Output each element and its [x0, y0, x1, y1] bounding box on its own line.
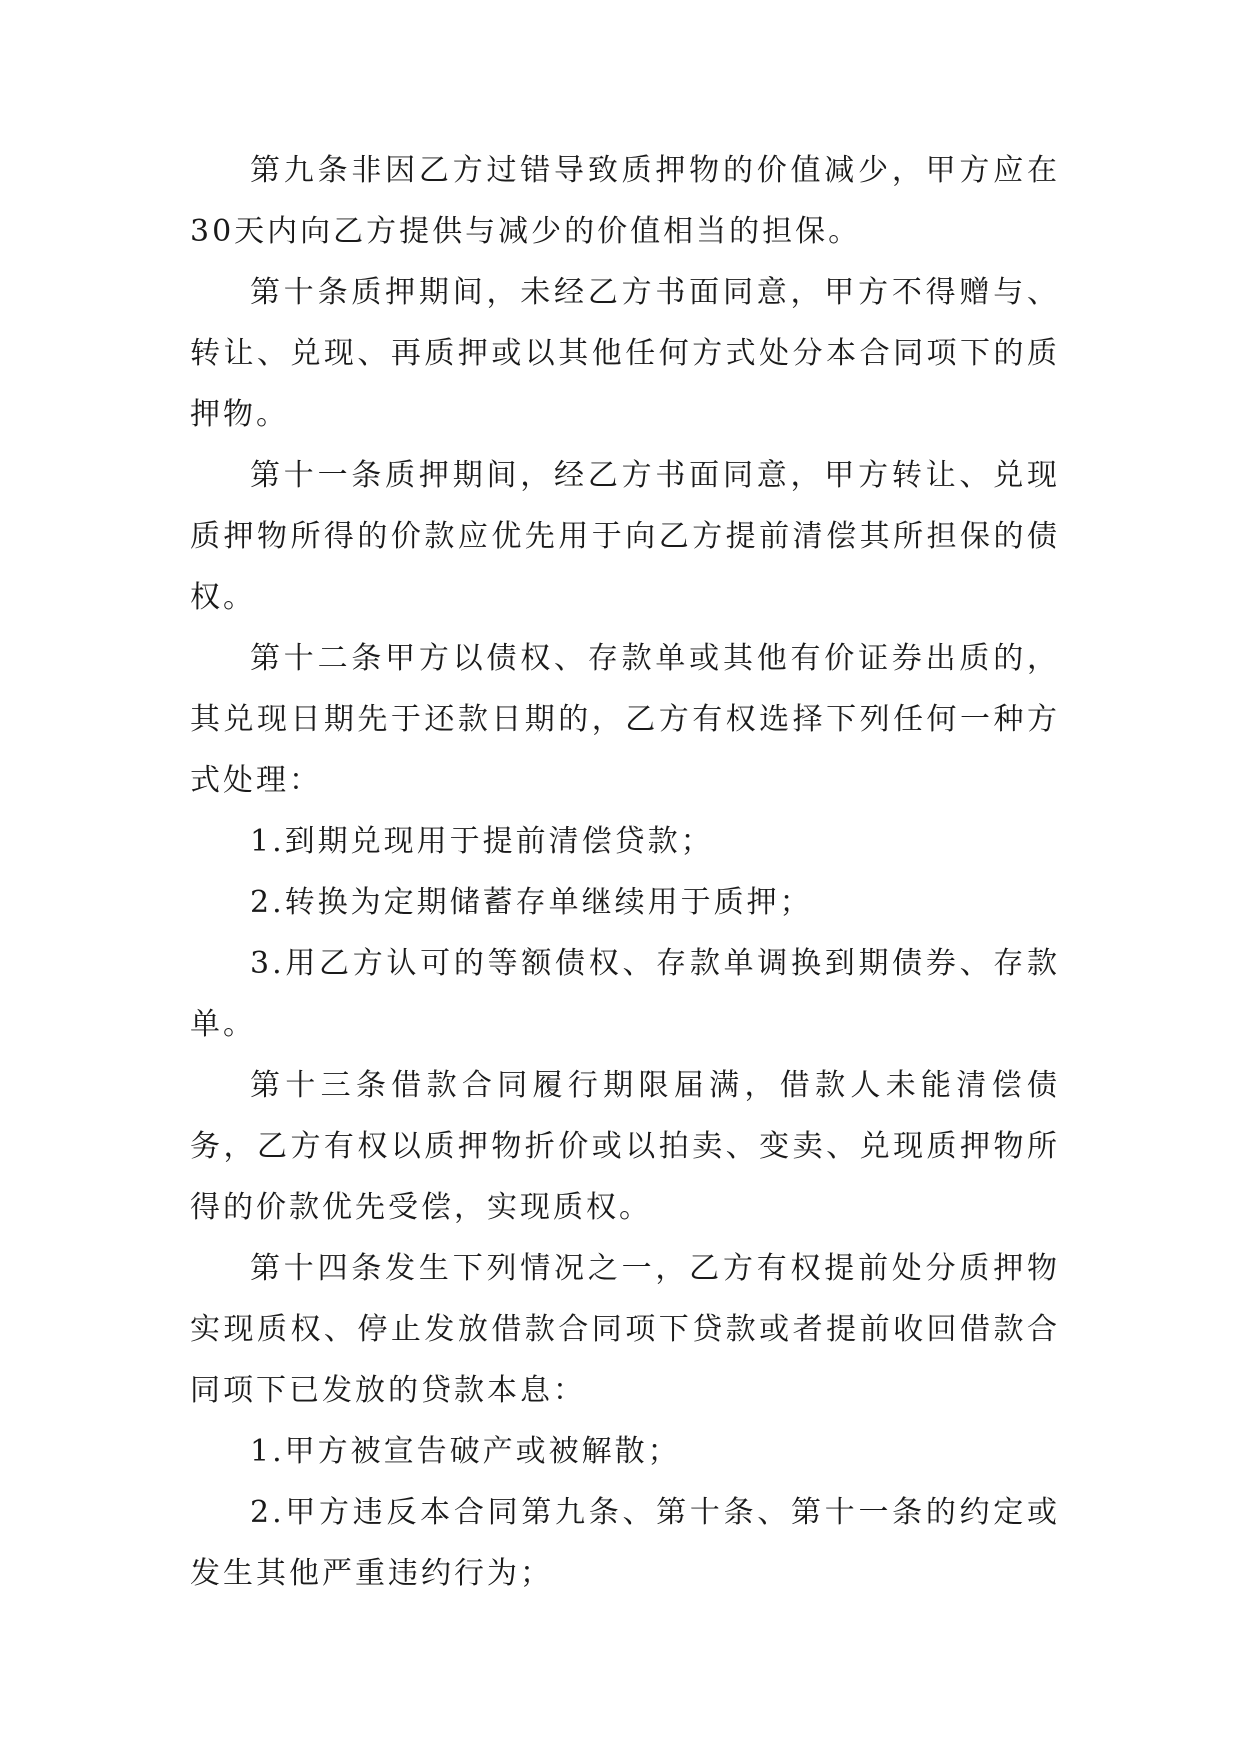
article-10-paragraph: 第十条质押期间，未经乙方书面同意，甲方不得赠与、转让、兑现、再质押或以其他任何方式处分本合同项下的质押物。: [190, 275, 1060, 432]
article-11-paragraph: 第十一条质押期间，经乙方书面同意，甲方转让、兑现质押物所得的价款应优先用于向乙方提前清偿其所担保的债权。: [190, 458, 1060, 615]
document-body: [190, 140, 1060, 1604]
article-13-paragraph: 第十三条借款合同履行期限届满，借款人未能清偿债务，乙方有权以质押物折价或以拍卖、变卖、兑现质押物所得的价款优先受偿，实现质权。: [190, 1068, 1060, 1225]
article-14-item-1: 1.甲方被宣告破产或被解散；: [250, 1434, 681, 1469]
article-12-paragraph: 第十二条甲方以债权、存款单或其他有价证券出质的，其兑现日期先于还款日期的，乙方有权选择下列任何一种方式处理：: [190, 641, 1060, 798]
article-12-item-2: 2.转换为定期储蓄存单继续用于质押；: [250, 885, 813, 920]
article-14-paragraph: 第十四条发生下列情况之一，乙方有权提前处分质押物实现质权、停止发放借款合同项下贷款或者提前收回借款合同项下已发放的贷款本息：: [190, 1251, 1060, 1408]
article-12-item-3: 3.用乙方认可的等额债权、存款单调换到期债券、存款单。: [190, 946, 1060, 1042]
article-12-item-1: 1.到期兑现用于提前清偿贷款；: [250, 824, 714, 859]
article-9-paragraph: 第九条非因乙方过错导致质押物的价值减少，甲方应在30天内向乙方提供与减少的价值相当的担保。: [190, 153, 1060, 249]
article-14-item-2: 2.甲方违反本合同第九条、第十条、第十一条的约定或发生其他严重违约行为；: [190, 1495, 1060, 1591]
